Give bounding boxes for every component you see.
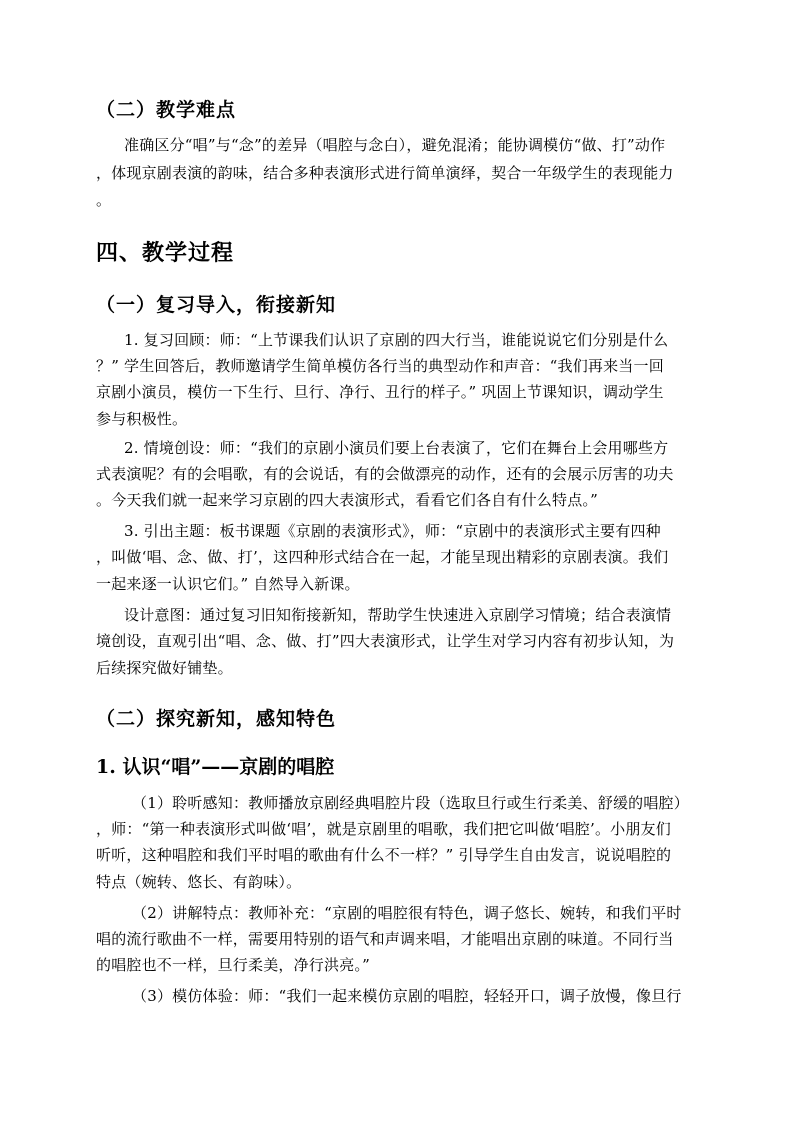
chapter-heading-teaching-process: 四、教学过程 — [96, 240, 235, 266]
paragraph-line: 准确区分“唱”与“念”的差异（唱腔与念白），避免混淆；能协调模仿“做、打”动作 — [124, 136, 666, 154]
paragraph-line: 2. 情境创设：师：“我们的京剧小演员们要上台表演了，它们在舞台上会用哪些方 — [124, 439, 669, 457]
paragraph-line: 。今天我们就一起来学习京剧的四大表演形式，看看它们各自有什么特点。” — [96, 491, 598, 509]
paragraph-line: （3）模仿体验：师：“我们一起来模仿京剧的唱腔，轻轻开口，调子放慢，像旦行 — [132, 987, 682, 1005]
section-heading-explore: （二）探究新知，感知特色 — [96, 708, 337, 730]
paragraph-line: ，师：“第一种表演形式叫做‘唱’，就是京剧里的唱歌，我们把它叫做‘唱腔’。小朋友们 — [96, 820, 671, 838]
paragraph-line: 一起来逐一认识它们。” 自然导入新课。 — [96, 575, 360, 593]
paragraph-line: 听听，这种唱腔和我们平时唱的歌曲有什么不一样？” 引导学生自由发言，说说唱腔的 — [96, 846, 672, 864]
paragraph-line: （2）讲解特点：教师补充：“京剧的唱腔很有特色，调子悠长、婉转，和我们平时 — [132, 904, 682, 922]
paragraph-line: 后续探究做好铺垫。 — [96, 659, 233, 677]
paragraph-line: （1）聆听感知：教师播放京剧经典唱腔片段（选取旦行或生行柔美、舒缓的唱腔） — [132, 794, 689, 812]
section-heading-teaching-difficulties: （二）教学难点 — [96, 99, 237, 121]
paragraph-line: 3. 引出主题：板书课题《京剧的表演形式》，师：“京剧中的表演形式主要有四种 — [124, 522, 661, 540]
paragraph-line: 的唱腔也不一样，旦行柔美，净行洪亮。” — [96, 956, 370, 974]
paragraph-line: 。 — [96, 191, 112, 209]
section-heading-review-intro: （一）复习导入，衔接新知 — [96, 294, 337, 316]
subsection-heading-sing: 1. 认识“唱”——京剧的唱腔 — [96, 756, 335, 778]
paragraph-line: 参与积极性。 — [96, 410, 188, 428]
paragraph-line: 唱的流行歌曲不一样，需要用特别的语气和声调来唱，才能唱出京剧的味道。不同行当 — [96, 930, 674, 948]
paragraph-line: 特点（婉转、悠长、有韵味）。 — [96, 873, 302, 891]
paragraph-line: ？” 学生回答后，教师邀请学生简单模仿各行当的典型动作和声音：“我们再来当一回 — [96, 357, 664, 375]
paragraph-line: 式表演呢？有的会唱歌，有的会说话，有的会做漂亮的动作，还有的会展示厉害的功夫 — [96, 465, 674, 483]
paragraph-line: 1. 复习回顾：师：“上节课我们认识了京剧的四大行当，谁能说说它们分别是什么 — [124, 331, 669, 349]
paragraph-line: 京剧小演员，模仿一下生行、旦行、净行、丑行的样子。” 巩固上节课知识，调动学生 — [96, 383, 664, 401]
paragraph-line: ，体现京剧表演的韵味，结合多种表演形式进行简单演绎，契合一年级学生的表现能力 — [96, 164, 674, 182]
paragraph-line: ，叫做‘唱、念、做、打’，这四种形式结合在一起，才能呈现出精彩的京剧表演。我们 — [96, 548, 669, 566]
paragraph-line: 境创设，直观引出“唱、念、做、打”四大表演形式，让学生对学习内容有初步认知，为 — [96, 632, 675, 650]
paragraph-line: 设计意图：通过复习旧知衔接新知，帮助学生快速进入京剧学习情境；结合表演情 — [124, 606, 672, 624]
